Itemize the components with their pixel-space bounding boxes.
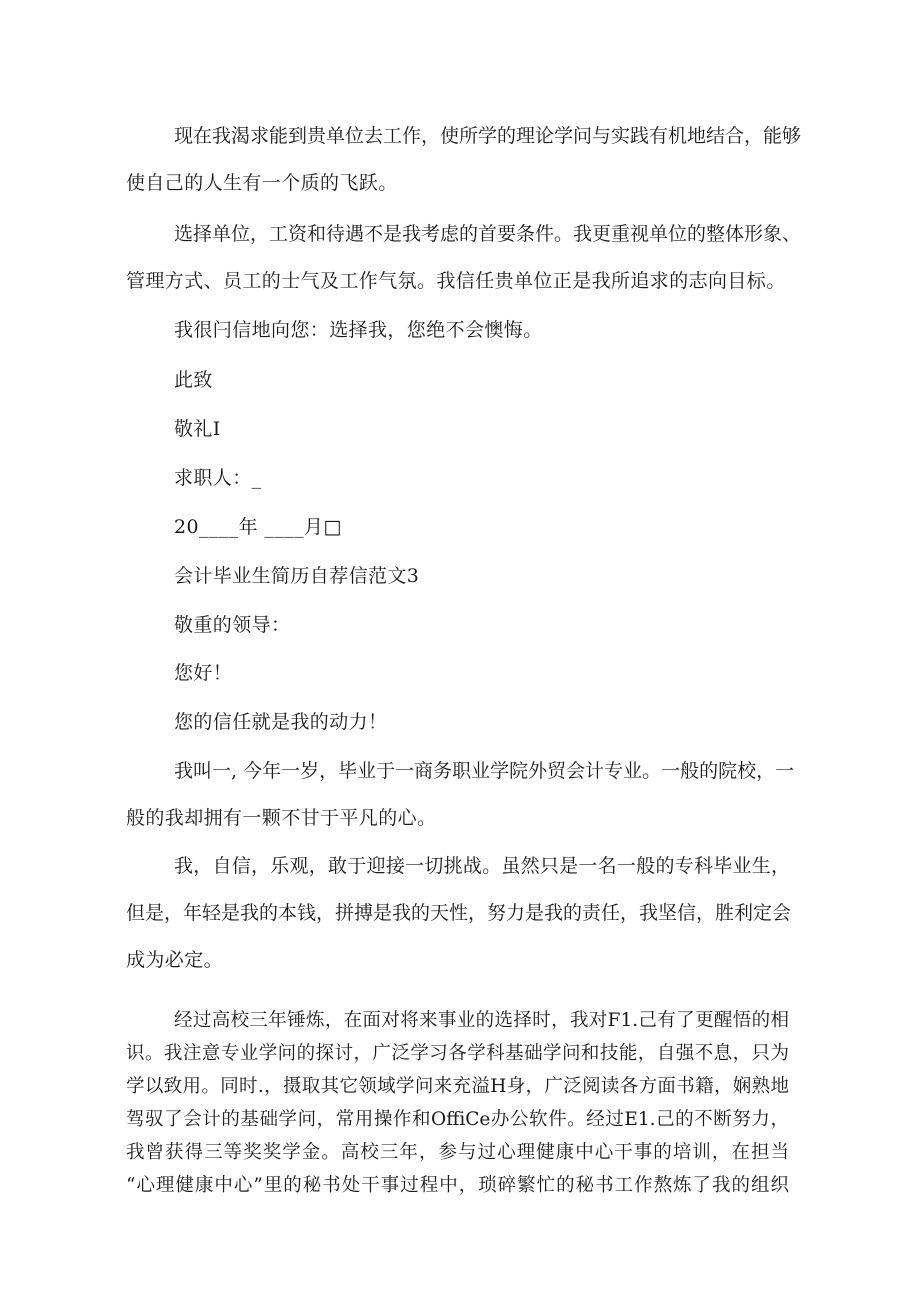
paragraph-6-line-2: 但是，年轻是我的本钱，拼搏是我的天性，努力是我的责任，我坚信，胜利定会 <box>126 902 792 924</box>
paragraph-5-line-2: 般的我却拥有一颗不甘于平凡的心。 <box>126 807 437 829</box>
paragraph-4: 您的信任就是我的动力！ <box>174 711 388 733</box>
section-heading: 会计毕业生简历自荐信范文3 <box>174 565 420 587</box>
closing-line-2: 敬礼I <box>174 418 221 440</box>
closing-line-1: 此致 <box>174 369 213 391</box>
paragraph-1-line-2: 使自己的人生有一个质的飞跃。 <box>126 172 398 194</box>
paragraph-7-line-1: 经过高校三年锤炼，在面对将来事业的选择时，我对F1.己有了更醒悟的相 <box>174 1010 789 1031</box>
paragraph-7-line-3: 学以致用。同时.，摄取其它领域学问来充溢H身，广泛阅读各方面书籍，娴熟地 <box>126 1076 789 1097</box>
paragraph-7-line-5: 我曾获得三等奖奖学金。高校三年，参与过心理健康中心干事的培训，在担当 <box>126 1142 789 1163</box>
paragraph-3: 我很闩信地向您：选择我，您绝不会懊悔。 <box>174 319 543 341</box>
applicant-line: 求职人：_ <box>174 467 262 489</box>
paragraph-1-line-1: 现在我渴求能到贵单位去工作，使所学的理论学问与实践有机地结合，能够 <box>174 125 802 147</box>
greeting: 您好！ <box>174 662 233 684</box>
paragraph-2-line-1: 选择单位，工资和待遇不是我考虑的首要条件。我更重视单位的整体形象、 <box>174 223 802 245</box>
paragraph-7-line-6: “心理健康中心”里的秘书处干事过程中，琐碎繁忙的秘书工作熬炼了我的组织 <box>126 1175 789 1196</box>
paragraph-2-line-2: 管理方式、员工的士气及工作气氛。我信任贵单位正是我所追求的志向目标。 <box>126 270 786 292</box>
paragraph-7-line-2: 识。我注意专业学问的探讨，广泛学习各学科基础学问和技能，自强不息，只为 <box>126 1043 789 1064</box>
salutation: 敬重的领导： <box>174 614 291 636</box>
paragraph-6-line-3: 成为必定。 <box>126 949 224 971</box>
paragraph-5-line-1: 我叫一, 今年一岁，毕业于一商务职业学院外贸会计专业。一般的院校，一 <box>174 760 795 782</box>
date-line: 20____年 ____月□ <box>174 516 342 538</box>
paragraph-6-line-1: 我，自信，乐观，敢于迎接一切挑战。虽然只是一名一般的专科毕业生， <box>174 855 790 877</box>
paragraph-7-line-4: 驾驭了会计的基础学问，常用操作和OffiCe办公软件。经过E1.己的不断努力， <box>126 1109 789 1130</box>
